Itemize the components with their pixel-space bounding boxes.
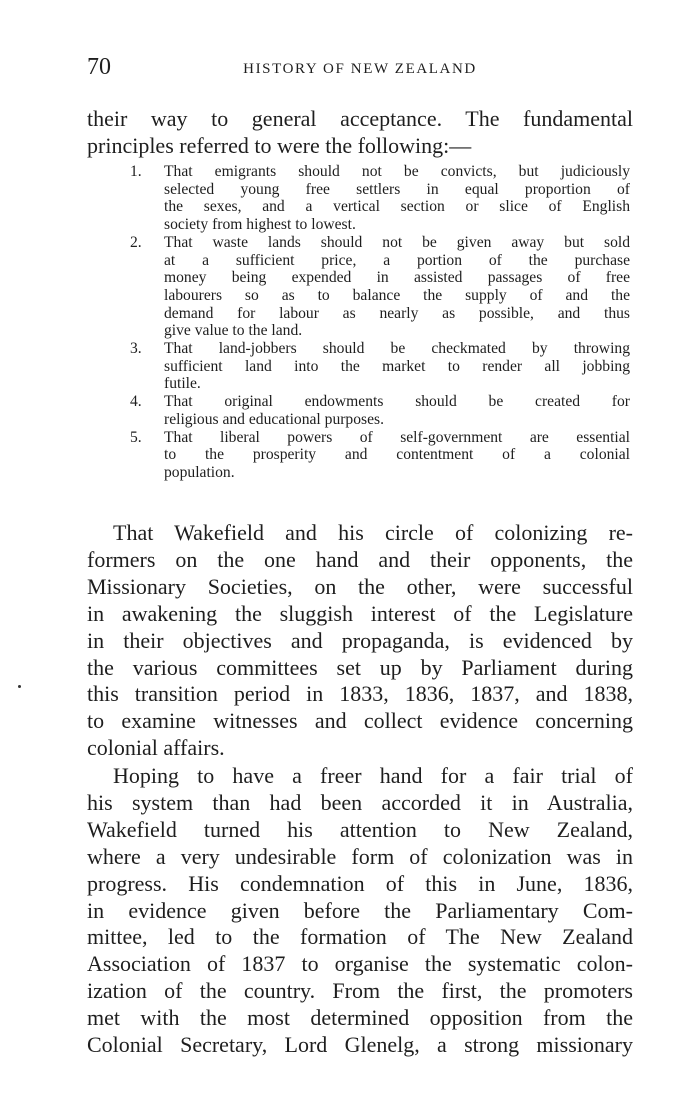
item-line: give value to the land. bbox=[164, 322, 303, 340]
principle-item bbox=[130, 163, 630, 234]
principle-item bbox=[130, 429, 630, 482]
item-number: 4. bbox=[130, 393, 142, 411]
text-line: Wakefield turned his attention to New Zealand, bbox=[87, 816, 633, 842]
text-line: the various committees set up by Parliament during bbox=[87, 654, 633, 680]
item-line: money being expended in assisted passages of free bbox=[164, 269, 630, 287]
intro-paragraph bbox=[87, 106, 633, 160]
item-number: 5. bbox=[130, 428, 142, 446]
principle-item bbox=[130, 340, 630, 393]
text-line: to examine witnesses and collect evidence concerning bbox=[87, 708, 633, 734]
text-line: this transition period in 1833, 1836, 1837, and 1838, bbox=[87, 681, 633, 707]
item-line: That emigrants should not be convicts, but judiciously bbox=[164, 163, 630, 180]
text-line: his system than had been accorded it in Australia, bbox=[87, 789, 633, 815]
text-line: principles referred to were the following:— bbox=[87, 132, 472, 158]
text-line: mittee, led to the formation of The New Zealand bbox=[87, 924, 633, 950]
item-line: selected young free settlers in equal proportion of bbox=[164, 180, 630, 198]
principle-item bbox=[130, 234, 630, 340]
text-line: their way to general acceptance. The fundamental bbox=[87, 106, 633, 131]
text-line: That Wakefield and his circle of colonizing re- bbox=[113, 520, 633, 545]
item-line: labourers so as to balance the supply of and the bbox=[164, 286, 630, 304]
text-line: in their objectives and propaganda, is evidenced by bbox=[87, 627, 633, 653]
paragraph-wakefield-circle bbox=[87, 520, 633, 762]
page-number: 70 bbox=[87, 54, 111, 80]
item-line: That liberal powers of self-government are essential bbox=[164, 428, 630, 446]
item-line: society from highest to lowest. bbox=[164, 216, 356, 234]
paragraph-new-zealand-association bbox=[87, 763, 633, 1059]
item-line: demand for labour as nearly as possible, and thus bbox=[164, 304, 630, 322]
principles-list bbox=[130, 163, 630, 482]
principle-item bbox=[130, 393, 630, 428]
item-line: to the prosperity and contentment of a colonial bbox=[164, 446, 630, 464]
text-line: Association of 1837 to organise the systematic colon- bbox=[87, 951, 633, 977]
text-line: in awakening the sluggish interest of the Legislature bbox=[87, 600, 633, 626]
text-line: ization of the country. From the first, the promoters bbox=[87, 978, 633, 1004]
item-line: That land-jobbers should be checkmated by throwing bbox=[164, 340, 630, 358]
item-line: futile. bbox=[164, 375, 201, 393]
text-line: Missionary Societies, on the other, were successful bbox=[87, 573, 633, 599]
margin-speck bbox=[18, 685, 21, 688]
text-line: in evidence given before the Parliamentary Com- bbox=[87, 897, 633, 923]
text-line: Hoping to have a freer hand for a fair trial of bbox=[113, 763, 633, 788]
page-header bbox=[87, 52, 633, 82]
item-line: That waste lands should not be given away but sold bbox=[164, 233, 630, 251]
item-line: sufficient land into the market to render all jobbing bbox=[164, 357, 630, 375]
running-title: HISTORY OF NEW ZEALAND bbox=[243, 61, 477, 77]
text-line: formers on the one hand and their opponents, the bbox=[87, 546, 633, 572]
text-line: progress. His condemnation of this in June, 1836, bbox=[87, 870, 633, 896]
text-line: where a very undesirable form of colonization was in bbox=[87, 843, 633, 869]
item-line: religious and educational purposes. bbox=[164, 410, 384, 428]
item-line: That original endowments should be created for bbox=[164, 393, 630, 411]
item-number: 3. bbox=[130, 340, 142, 358]
text-line: colonial affairs. bbox=[87, 735, 225, 761]
item-line: the sexes, and a vertical section or slice of English bbox=[164, 198, 630, 216]
item-line: at a sufficient price, a portion of the purchase bbox=[164, 251, 630, 269]
text-line: Colonial Secretary, Lord Glenelg, a strong missionary bbox=[87, 1032, 633, 1058]
text-line: met with the most determined opposition from the bbox=[87, 1005, 633, 1031]
item-number: 2. bbox=[130, 233, 142, 251]
item-number: 1. bbox=[130, 163, 142, 180]
item-line: population. bbox=[164, 463, 235, 481]
